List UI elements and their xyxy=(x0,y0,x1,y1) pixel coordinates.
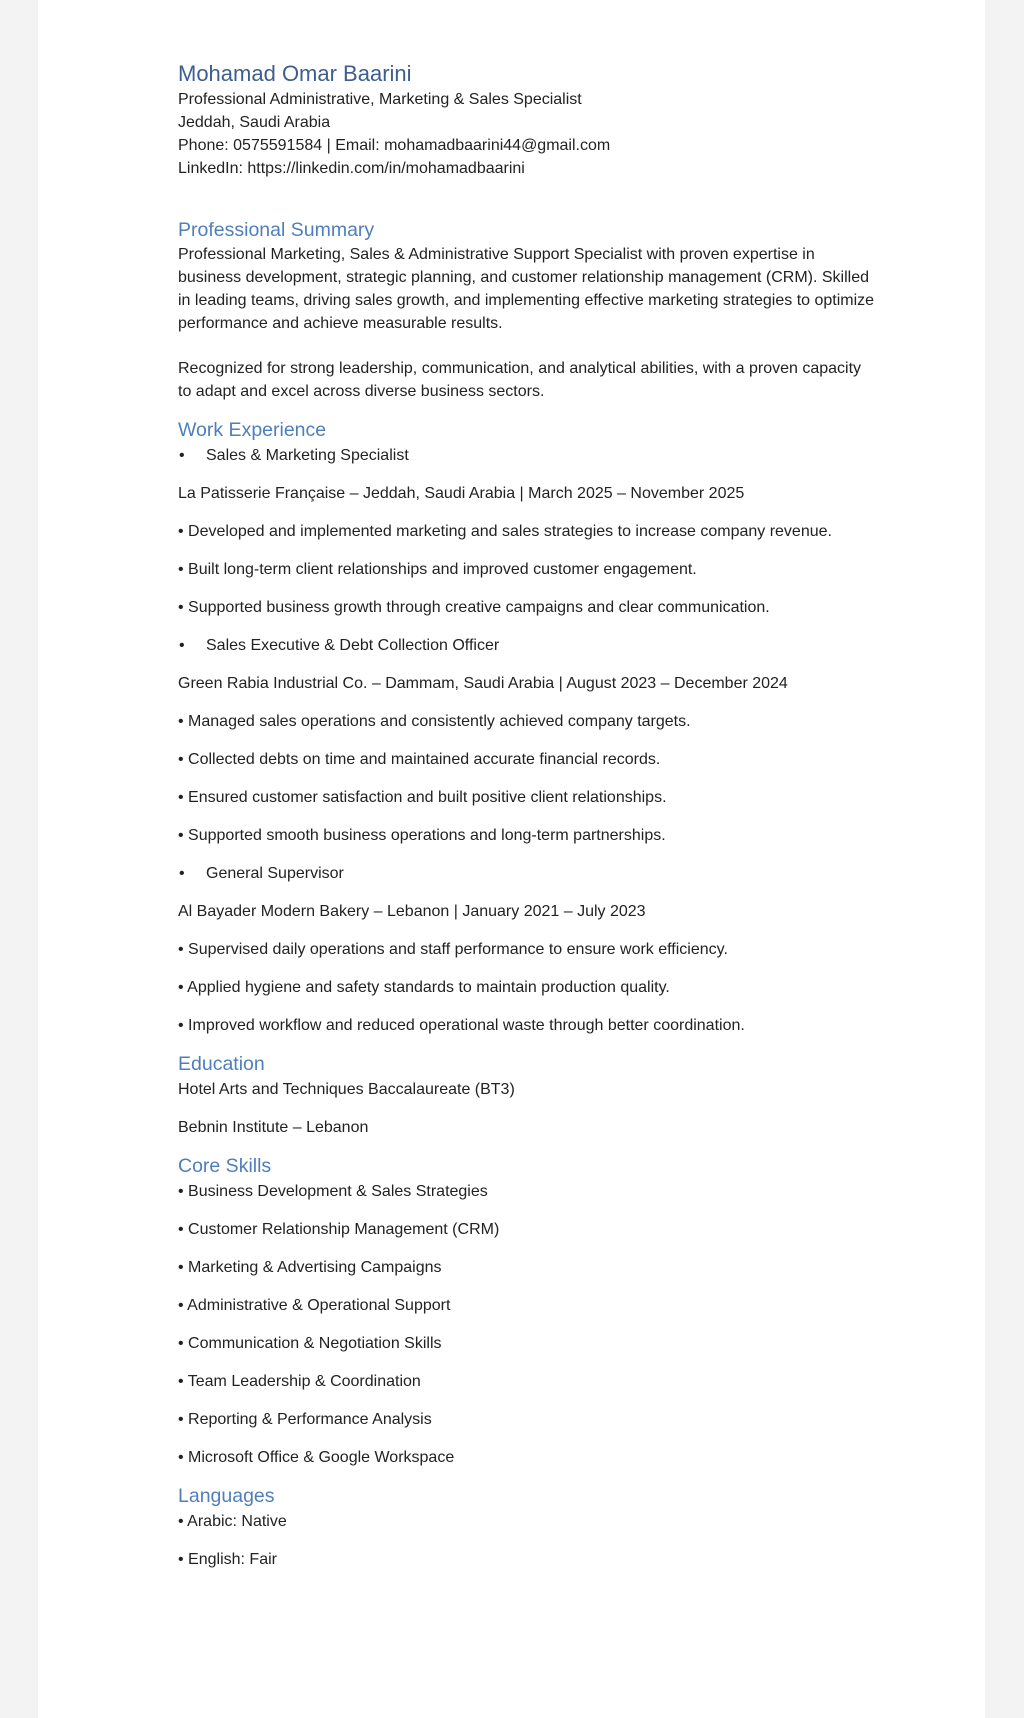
job-list xyxy=(178,444,878,1037)
bullet-icon: • xyxy=(179,865,185,882)
candidate-location: Jeddah, Saudi Arabia xyxy=(178,114,331,131)
job-bullet: • Supervised daily operations and staff performance to ensure work efficiency. xyxy=(178,941,728,958)
job-bullet: • Applied hygiene and safety standards to maintain production quality. xyxy=(178,979,670,996)
education-degree: Hotel Arts and Techniques Baccalaureate (BT3) xyxy=(178,1081,515,1098)
job-bullet: • Developed and implemented marketing and sales strategies to increase company revenue. xyxy=(178,523,832,540)
skills-list xyxy=(178,1180,878,1469)
job-bullet: • Built long-term client relationships and improved customer engagement. xyxy=(178,561,697,578)
bullet-icon: • xyxy=(179,637,185,654)
summary-paragraph: Professional Marketing, Sales & Administrative Support Specialist with proven expertise in business development, strategic planning, and customer relationship management (CRM). Skilled in leading teams, driving sales growth, and implementing effective marketing strategies to optimize performance and achieve measurable results. xyxy=(178,246,875,332)
candidate-linkedin: LinkedIn: https://linkedin.com/in/mohamadbaarini xyxy=(178,160,525,177)
job-bullet: • Supported business growth through creative campaigns and clear communication. xyxy=(178,599,770,616)
resume-content xyxy=(178,60,878,1571)
education-heading: Education xyxy=(178,1053,265,1075)
skill-item: • Communication & Negotiation Skills xyxy=(178,1335,442,1352)
skills-heading: Core Skills xyxy=(178,1155,272,1177)
skill-item: • Team Leadership & Coordination xyxy=(178,1373,421,1390)
job-bullet: • Managed sales operations and consistently achieved company targets. xyxy=(178,713,691,730)
job-title xyxy=(178,862,878,885)
job-company: Green Rabia Industrial Co. – Dammam, Saudi Arabia | August 2023 – December 2024 xyxy=(178,675,788,692)
candidate-contact: Phone: 0575591584 | Email: mohamadbaarini44@gmail.com xyxy=(178,137,611,154)
skill-item: • Marketing & Advertising Campaigns xyxy=(178,1259,442,1276)
experience-heading: Work Experience xyxy=(178,419,327,441)
job-bullet: • Collected debts on time and maintained accurate financial records. xyxy=(178,751,661,768)
job-company: La Patisserie Française – Jeddah, Saudi Arabia | March 2025 – November 2025 xyxy=(178,485,745,502)
skill-item: • Microsoft Office & Google Workspace xyxy=(178,1449,455,1466)
candidate-name: Mohamad Omar Baarini xyxy=(178,61,412,86)
job-title xyxy=(178,444,878,467)
skill-item: • Reporting & Performance Analysis xyxy=(178,1411,432,1428)
bullet-icon: • xyxy=(179,447,185,464)
summary-heading: Professional Summary xyxy=(178,219,375,241)
language-item: • Arabic: Native xyxy=(178,1513,287,1530)
candidate-title: Professional Administrative, Marketing & Sales Specialist xyxy=(178,91,582,108)
language-item: • English: Fair xyxy=(178,1551,277,1568)
job-title-text: Sales Executive & Debt Collection Officer xyxy=(206,637,500,654)
job-bullet: • Improved workflow and reduced operational waste through better coordination. xyxy=(178,1017,745,1034)
skill-item: • Business Development & Sales Strategies xyxy=(178,1183,488,1200)
skill-item: • Administrative & Operational Support xyxy=(178,1297,451,1314)
job-bullet: • Supported smooth business operations and long-term partnerships. xyxy=(178,827,666,844)
education-institution: Bebnin Institute – Lebanon xyxy=(178,1119,369,1136)
job-title xyxy=(178,634,878,657)
languages-heading: Languages xyxy=(178,1485,275,1507)
resume-page xyxy=(38,0,985,1718)
job-title-text: Sales & Marketing Specialist xyxy=(206,447,409,464)
job-title-text: General Supervisor xyxy=(206,865,344,882)
job-bullet: • Ensured customer satisfaction and built positive client relationships. xyxy=(178,789,667,806)
job-company: Al Bayader Modern Bakery – Lebanon | January 2021 – July 2023 xyxy=(178,903,646,920)
skill-item: • Customer Relationship Management (CRM) xyxy=(178,1221,500,1238)
summary-paragraph: Recognized for strong leadership, communication, and analytical abilities, with a proven capacity to adapt and excel across diverse business sectors. xyxy=(178,360,862,400)
languages-list xyxy=(178,1510,878,1571)
